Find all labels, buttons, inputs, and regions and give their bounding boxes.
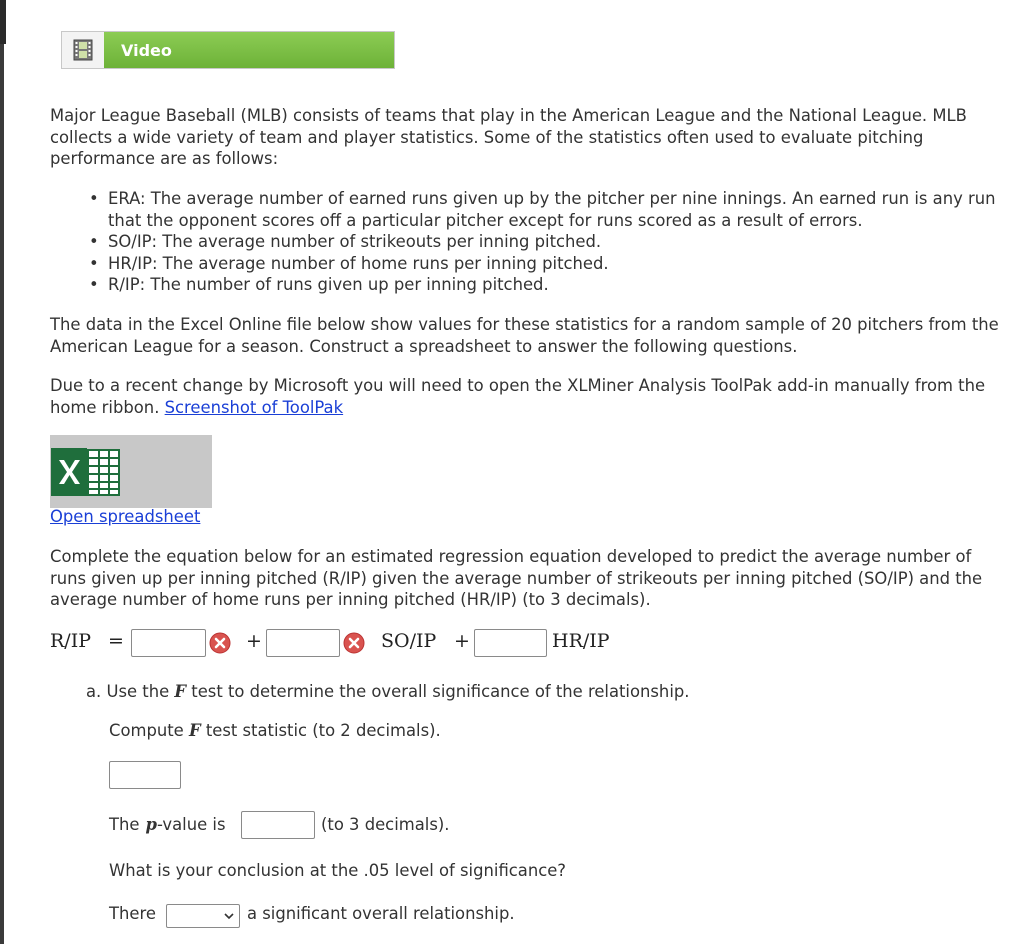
compute-f-label: [109, 721, 441, 740]
p-variable: p: [145, 815, 157, 834]
part-a-question: [86, 682, 690, 701]
toolpak-text: Due to a recent change by Microsoft you will need to open the XLMiner Analysis ToolPak add-in manually from the home ribbon.: [50, 376, 986, 417]
so-ip-coefficient-input[interactable]: [266, 629, 340, 657]
data-paragraph: The data in the Excel Online file below show values for these statistics for a random sample of 20 pitchers from the American League for a season. Construct a spreadsheet to answer the following questions.: [50, 315, 999, 356]
f-statistic-input[interactable]: [109, 761, 181, 789]
equation-term-so-ip: SO/IP: [381, 630, 437, 652]
intercept-input[interactable]: [131, 629, 206, 657]
part-a-suffix: test to determine the overall significance of the relationship.: [191, 682, 690, 701]
statistics-list: [108, 188, 1008, 296]
top-edge-marker: [0, 0, 6, 44]
toolpak-paragraph: [50, 375, 1010, 418]
f-variable: F: [188, 721, 201, 740]
conclusion-select[interactable]: [166, 904, 240, 928]
equation-equals: =: [108, 630, 124, 652]
excel-icon: [50, 439, 122, 503]
pvalue-input[interactable]: [241, 811, 315, 839]
list-item: • R/IP: The number of runs given up per inning pitched.: [108, 274, 1008, 296]
part-a-prefix: a. Use the: [86, 682, 170, 701]
equation-plus: +: [246, 630, 262, 652]
incorrect-icon: [209, 632, 231, 654]
pvalue-decimals-note: (to 3 decimals).: [321, 815, 450, 834]
equation-plus: +: [454, 630, 470, 652]
list-item: • HR/IP: The average number of home runs per inning pitched.: [108, 253, 1008, 275]
f-variable: F: [174, 682, 187, 701]
there-label: There: [109, 904, 156, 923]
video-label: Video: [121, 41, 172, 60]
equation-instructions: Complete the equation below for an estimated regression equation developed to predict the average number of runs given up per inning pitched (R/IP) given the average number of strikeouts per inning pitched (SO/IP) and the average number of home runs per inning pitched (HR/IP) (to 3 decimals).: [50, 547, 983, 609]
hr-ip-coefficient-input[interactable]: [474, 629, 547, 657]
compute-prefix: Compute: [109, 721, 184, 740]
incorrect-icon: [343, 632, 365, 654]
pvalue-label: [109, 815, 226, 834]
compute-suffix: test statistic (to 2 decimals).: [205, 721, 441, 740]
pvalue-suffix: -value is: [156, 815, 226, 834]
chevron-down-icon: [223, 910, 235, 922]
pvalue-prefix: The: [109, 815, 140, 834]
equation-term-hr-ip: HR/IP: [552, 630, 610, 652]
film-icon: [62, 32, 104, 68]
conclusion-suffix: a significant overall relationship.: [247, 904, 515, 923]
left-border: [0, 0, 4, 944]
video-button[interactable]: [61, 31, 395, 69]
equation-lhs: R/IP: [50, 630, 91, 652]
list-item: • SO/IP: The average number of strikeouts per inning pitched.: [108, 231, 1008, 253]
excel-tile[interactable]: [50, 435, 212, 508]
conclusion-question: What is your conclusion at the .05 level of significance?: [109, 861, 567, 880]
open-spreadsheet-link[interactable]: Open spreadsheet: [50, 507, 201, 526]
intro-paragraph: Major League Baseball (MLB) consists of teams that play in the American League and the National League. MLB collects a wide variety of team and player statistics. Some of the statistics often used to evaluate pitching performance are as follows:: [50, 106, 967, 168]
list-item: • ERA: The average number of earned runs given up by the pitcher per nine innings. An earned run is any run that the opponent scores off a particular pitcher except for runs scored as a result of errors.: [108, 188, 1008, 231]
toolpak-screenshot-link[interactable]: Screenshot of ToolPak: [164, 397, 344, 417]
